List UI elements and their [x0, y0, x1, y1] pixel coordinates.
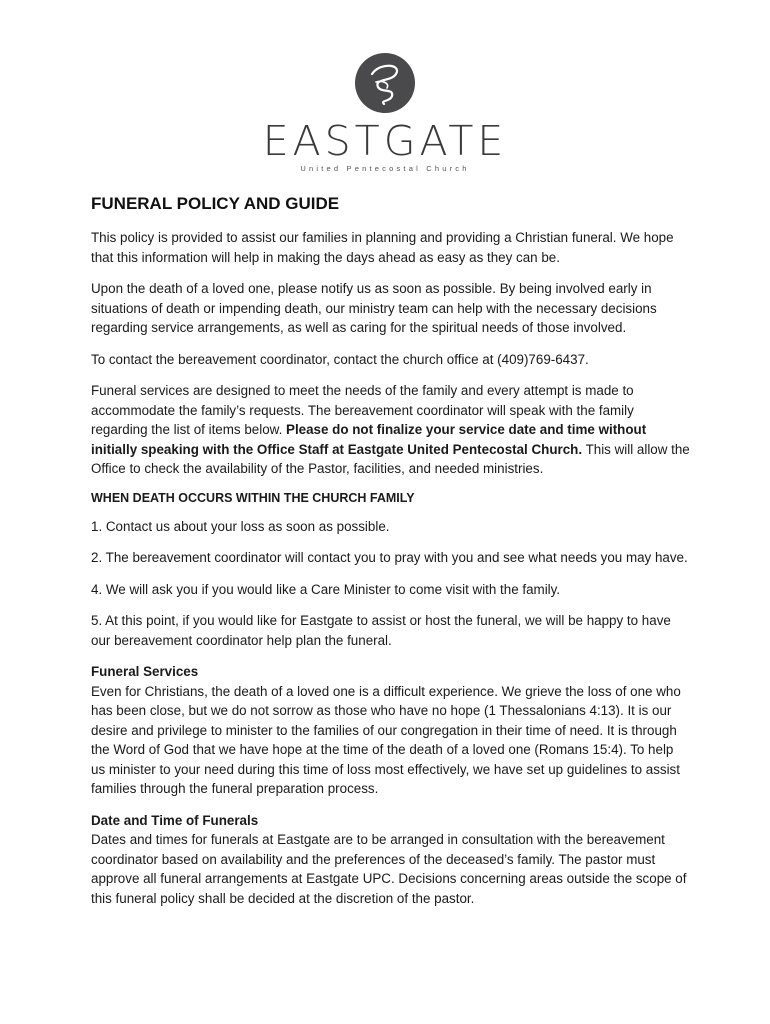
date-time-heading: Date and Time of Funerals [91, 812, 259, 828]
date-time-body: Dates and times for funerals at Eastgate are to be arranged in consultation with the bereavement coordinator based on availability and the preferences of the deceased’s family. The pastor must approve all funeral arrangements at Eastgate UPC. Decisions concerning areas outside the scope of this funeral policy shall be decided at the discretion of the pastor. [91, 832, 687, 906]
services-bold-notice: Please do not finalize your service date and time without initially speaking with the Office Staff at Eastgate United Pentecostal Church. [91, 422, 647, 457]
services-design-paragraph [91, 381, 691, 479]
funeral-services-body: Even for Christians, the death of a loved one is a difficult experience. We grieve the loss of one who has been close, but we do not sorrow as those who have no hope (1 Thessalonians 4:13). It is our desire and privilege to minister to the families of our congregation in their time of need. It is through the Word of God that we have hope at the time of the death of a loved one (Romans 15:4). To help us minister to your need during this time of loss most effectively, we have set up guidelines to assist families through the funeral preparation process. [91, 683, 681, 796]
step-item: 1. Contact us about your loss as soon as possible. [91, 518, 390, 534]
brand-tagline: United Pentecostal Church [300, 164, 470, 173]
intro-paragraph: This policy is provided to assist our families in planning and providing a Christian funeral. We hope that this information will help in making the days ahead as easy as they can be. [91, 230, 674, 265]
step-item: 2. The bereavement coordinator will contact you to pray with you and see what needs you may have. [91, 550, 688, 565]
notify-paragraph: Upon the death of a loved one, please notify us as soon as possible. By being involved early in situations of death or impending death, our ministry team can help with the necessary decisions regarding service arrangements, as well as caring for the spiritual needs of those involved. [91, 281, 657, 335]
church-logo [0, 52, 770, 173]
services-text-after: This will allow the Office to check the availability of the Pastor, facilities, and needed ministries. [91, 441, 690, 476]
funeral-services-heading: Funeral Services [91, 664, 199, 679]
brand-name: EASTGATE [262, 117, 508, 165]
services-text-before: Funeral services are designed to meet the needs of the family and every attempt is made to accommodate the family’s requests. The bereavement coordinator will speak with the family regarding the list of items below. [91, 383, 634, 437]
contact-paragraph: To contact the bereavement coordinator, contact the church office at (409)769-6437. [91, 351, 589, 367]
date-time-section [91, 811, 691, 909]
step-item: 5. At this point, if you would like for Eastgate to assist or host the funeral, we will be happy to have our bereavement coordinator help plan the funeral. [91, 613, 671, 648]
eastgate-swirl-logo-icon [354, 52, 416, 114]
funeral-services-section [91, 662, 691, 799]
page-title: FUNERAL POLICY AND GUIDE [91, 194, 340, 213]
when-death-heading: WHEN DEATH OCCURS WITHIN THE CHURCH FAMILY [91, 490, 415, 505]
step-item: 4. We will ask you if you would like a Care Minister to come visit with the family. [91, 581, 561, 597]
document-body [91, 194, 691, 920]
